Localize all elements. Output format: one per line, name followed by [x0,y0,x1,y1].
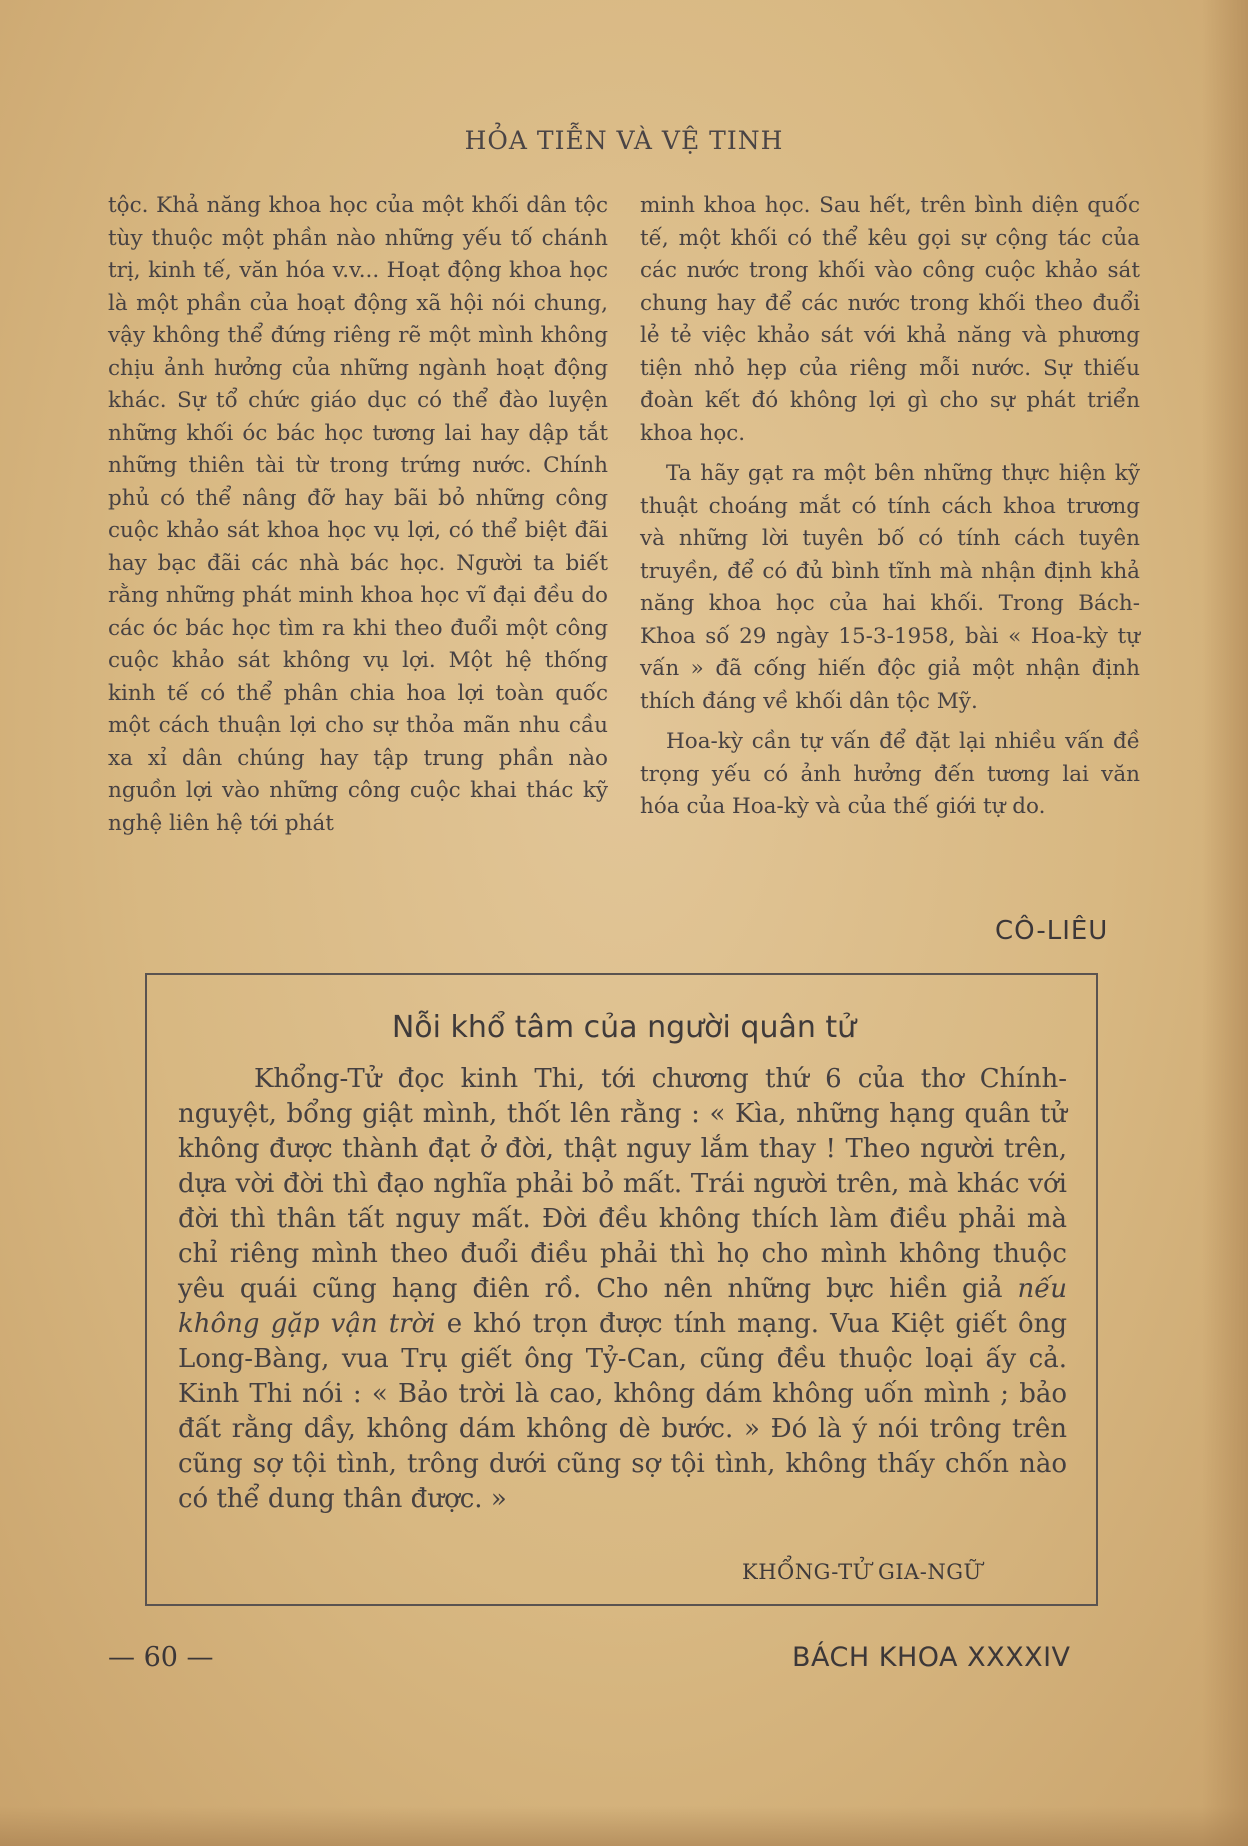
left-column-text: tộc. Khả năng khoa học của một khối dân tộc tùy thuộc một phần nào những yếu tố chánh trị, kinh tế, văn hóa v.v... Hoạt động khoa học là một phần của hoạt động xã hội nói chung, vậy không thể đứng riêng rẽ một mình không chịu ảnh hưởng của những ngành hoạt động khác. Sự tổ chức giáo dục có thể đào luyện những khối óc bác học tương lai hay dập tắt những thiên tài từ trong trứng nước. Chính phủ có thể nâng đỡ hay bãi bỏ những công cuộc khảo sát khoa học vụ lợi, có thể biệt đãi hay bạc đãi các nhà bác học. Người ta biết rằng những phát minh khoa học vĩ đại đều do các óc bác học tìm ra khi theo đuổi một công cuộc khảo sát không vụ lợi. Một hệ thống kinh tế có thể phân chia hoa lợi toàn quốc một cách thuận lợi cho sự thỏa mãn nhu cầu xa xỉ dân chúng hay tập trung phần nào nguồn lợi vào những công cuộc khai thác kỹ nghệ liên hệ tới phát [108,193,608,836]
right-paragraph-1: minh khoa học. Sau hết, trên bình diện quốc tế, một khối có thể kêu gọi sự cộng tác của các nước trong khối vào công cuộc khảo sát chung hay để các nước trong khối theo đuổi lẻ tẻ việc khảo sát với khả năng và phương tiện nhỏ hẹp của riêng mỗi nước. Sự thiếu đoàn kết đó không lợi gì cho sự phát triển khoa học. [640,193,1140,446]
box-paragraph [178,1062,1067,1517]
box-title: Nỗi khổ tâm của người quân tử [391,1010,857,1045]
right-paragraph-2: Ta hãy gạt ra một bên những thực hiện kỹ thuật choáng mắt có tính cách khoa trương và những lời tuyên bố có tính cách tuyên truyền, để có đủ bình tĩnh mà nhận định khả năng khoa học của hai khối. Trong Bách-Khoa số 29 ngày 15-3-1958, bài « Hoa-kỳ tự vấn » đã cống hiến độc giả một nhận định thích đáng về khối dân tộc Mỹ. [640,461,1140,714]
box-source-citation: KHỔNG-TỬ GIA-NGỮ [742,1560,982,1584]
paper-edge-shadow [1202,0,1248,1846]
box-text-part-2: e khó trọn được tính mạng. Vua Kiệt giết ông Long-Bàng, vua Trụ giết ông Tỷ-Can, cũng đều thuộc loại ấy cả. Kinh Thi nói : « Bảo trời là cao, không dám không uốn mình ; bảo đất rằng dầy, không dám không dè bước. » Đó là ý nói trông trên cũng sợ tội tình, trông dưới cũng sợ tội tình, không thấy chốn nào có thể dung thân được. » [178,1309,1067,1514]
box-text-part-1: Khổng-Tử đọc kinh Thi, tới chương thứ 6 của thơ Chính-nguyệt, bổng giật mình, thốt lên rằng : « Kìa, những hạng quân tử không được thành đạt ở đời, thật nguy lắm thay ! Theo người trên, dựa vời đời thì đạo nghĩa phải bỏ mất. Trái người trên, mà khác với đời thì thân tất nguy mất. Đời đều không thích làm điều phải mà chỉ riêng mình theo đuổi điều phải thì họ cho mình không thuộc yêu quái cũng hạng điên rồ. Cho nên những bực hiền giả [178,1064,1067,1304]
paper-bottom-shadow [0,1806,1248,1846]
left-column [108,190,608,840]
right-paragraph-3: Hoa-kỳ cần tự vấn để đặt lại nhiều vấn đề trọng yếu có ảnh hưởng đến tương lai văn hóa của Hoa-kỳ và của thế giới tự do. [640,729,1140,819]
page-number: — 60 — [108,1642,214,1673]
box-italic-phrase: nếu không gặp vận trời [178,1274,1068,1339]
box-body [178,1062,1067,1517]
author-signature: CÔ-LIÊU [995,916,1109,946]
right-column [640,190,1140,824]
magazine-issue: BÁCH KHOA XXXXIV [792,1642,1071,1673]
running-head: HỎA TIỄN VÀ VỆ TINH [464,126,784,155]
